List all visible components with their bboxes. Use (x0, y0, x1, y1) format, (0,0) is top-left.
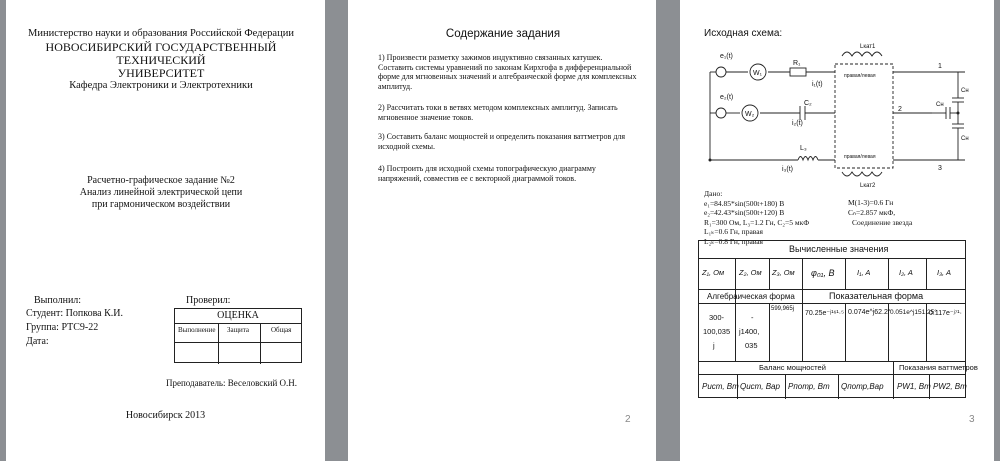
z2-value-a: - (751, 313, 754, 322)
label-pr1: правая/левая (844, 73, 876, 79)
alg-form-label: Алгебраическая форма (707, 292, 795, 301)
exp-form-label: Показательная форма (829, 291, 924, 301)
label-lkat2: Lкат2 (860, 183, 876, 189)
task-item-4: 4) Построить для исходной схемы топографическую диаграмму напряжений, совместив ее с векторной диаграммой токов. (378, 164, 596, 183)
pw1: PW1, Вт (897, 382, 931, 391)
hdr-z3: Z₃, Ом (772, 268, 795, 277)
page-gap-2 (656, 0, 680, 461)
power-balance-label: Баланс мощностей (759, 363, 826, 372)
z1-value-a: 300- (709, 313, 725, 322)
student-name: Студент: Попкова К.И. (26, 308, 124, 319)
given-e1: e₁=84.85*sin(500t+180) В (704, 198, 785, 208)
i3-value: 0.117e⁻ʲ⁷¹· (929, 310, 962, 317)
z1-value-c: j (713, 341, 715, 350)
grade-col-defense: Защита (227, 326, 250, 334)
z1-value-b: 100,035 (703, 327, 731, 336)
grade-table-title: ОЦЕНКА (175, 309, 301, 324)
calc-title: Вычисленные значения (789, 244, 889, 254)
given-e2: e₂=42.43*sin(500t+120) В (704, 208, 785, 217)
given-lk2: L₂ₖ=0.8 Гн, правая (704, 236, 763, 246)
university-name (6, 41, 316, 80)
assignment-title (6, 175, 316, 211)
label-l3: L₃ (800, 145, 807, 152)
z3-value: 599,965j (771, 306, 795, 312)
university-line-2: ТЕХНИЧЕСКИЙ (116, 53, 206, 67)
node-3: 3 (938, 165, 942, 172)
task-item-3: 3) Составить баланс мощностей и определить показания ваттметров для исходной схемы. (378, 132, 626, 151)
city-year: Новосибирск 2013 (125, 410, 206, 421)
label-r1: R₁ (793, 60, 801, 67)
hdr-z2: Z₂, Ом (739, 268, 762, 277)
z2-value-c: 035 (745, 341, 758, 350)
q-consumer: Qпотр,Вар (841, 382, 884, 391)
node-1: 1 (938, 63, 942, 70)
task-title: Содержание задания (445, 28, 561, 40)
assignment-line-3: при гармоническом воздействии (91, 199, 231, 210)
i2-value: 0.051e^j151.25° (890, 309, 937, 316)
task-item-2: 2) Рассчитать токи в ветвях методом комплексных амплитуд. Записать мгновенное значение токов. (378, 103, 618, 122)
task-item-1: 1) Произвести разметку зажимов индуктивно связанных катушек. Составить системы уравнений по законам Кирхгофа в дифференциальной форме для мгновенных значений и алгебраической форме для комплексных амплитуд. (378, 53, 637, 91)
given-connection: Соединение звезда (852, 218, 913, 227)
task-page (348, 0, 656, 461)
group-name: Группа: РТС9-22 (26, 322, 99, 333)
label-e2: e₂(t) (720, 94, 734, 101)
hdr-phi: φ₀₁, В (811, 268, 835, 278)
assignment-line-2: Анализ линейной электрической цепи (79, 187, 243, 198)
i1-value: 0.074e^j62.2° (848, 309, 891, 316)
label-pr2: правая/левая (844, 154, 876, 160)
label-i2: i₂(t) (792, 120, 803, 127)
z2-value-b: j1400, (739, 327, 760, 336)
grade-table (174, 308, 302, 363)
phi-value: 70.25e⁻ʲ¹⁶¹·⁵ (805, 310, 844, 317)
label-c2: C₂ (804, 100, 812, 107)
schema-title: Исходная схема: (704, 28, 783, 39)
university-line-1: НОВОСИБИРСКИЙ ГОСУДАРСТВЕННЫЙ (45, 40, 277, 54)
label-cn-3: Cн (961, 136, 969, 142)
wattmeter-label: Показания ваттметров (899, 363, 978, 372)
hdr-i1: I₁, A (857, 268, 871, 277)
hdr-i2: I₂, A (899, 268, 913, 277)
assignment-line-1: Расчетно-графическое задание №2 (87, 175, 235, 186)
title-page (6, 0, 325, 461)
given-rlc: R₁=300 Ом, L₃=1.2 Гн, C₂=5 мкФ (704, 217, 810, 227)
checked-label: Проверил: (186, 295, 231, 306)
page-gap-right-edge (994, 0, 1000, 461)
department-text: Кафедра Электроники и Электротехники (69, 80, 253, 91)
given-cn: Cₙ=2.857 мкФ, (848, 208, 896, 217)
calculated-values-table (698, 240, 978, 398)
page-number: 3 (969, 414, 975, 425)
schema-page (680, 0, 994, 461)
label-i3: i₃(t) (782, 166, 794, 173)
p-source: Pист, Вт (702, 382, 739, 391)
page-gap-1 (325, 0, 348, 461)
label-w2: W₂ (745, 111, 755, 118)
page-number: 2 (625, 414, 631, 425)
given-label: Дано: (704, 189, 723, 198)
label-w1: W₁ (753, 70, 762, 77)
teacher-name: Преподаватель: Веселовский О.Н. (166, 378, 298, 388)
p-consumer: Pпотр, Вт (788, 382, 830, 391)
ministry-text: Министерство науки и образования Российской Федерации (28, 28, 294, 39)
label-cn-1: Cн (961, 88, 969, 94)
label-e1: e₁(t) (720, 53, 733, 60)
grade-col-performance: Выполнение (178, 326, 216, 334)
performed-label: Выполнил: (34, 295, 82, 306)
label-lkat1: Lкат1 (860, 44, 876, 50)
node-2: 2 (898, 106, 902, 113)
grade-col-total: Общая (271, 326, 292, 334)
label-cn-2: Cн (936, 102, 944, 108)
q-source: Qист, Вар (740, 382, 780, 391)
circuit-schematic (700, 40, 990, 190)
given-m: M(1-3)=0.6 Гн (848, 198, 894, 207)
university-line-3: УНИВЕРСИТЕТ (117, 66, 205, 80)
given-lk1: L₁ₖ=0.6 Гн, правая (704, 227, 763, 236)
hdr-i3: I₃, A (937, 268, 951, 277)
date-label: Дата: (26, 336, 49, 347)
pw2: PW2, Вт (933, 382, 967, 391)
given-block (704, 189, 854, 246)
label-i1: i₁(t) (812, 81, 823, 88)
hdr-z1: Z₁, Ом (702, 268, 725, 277)
